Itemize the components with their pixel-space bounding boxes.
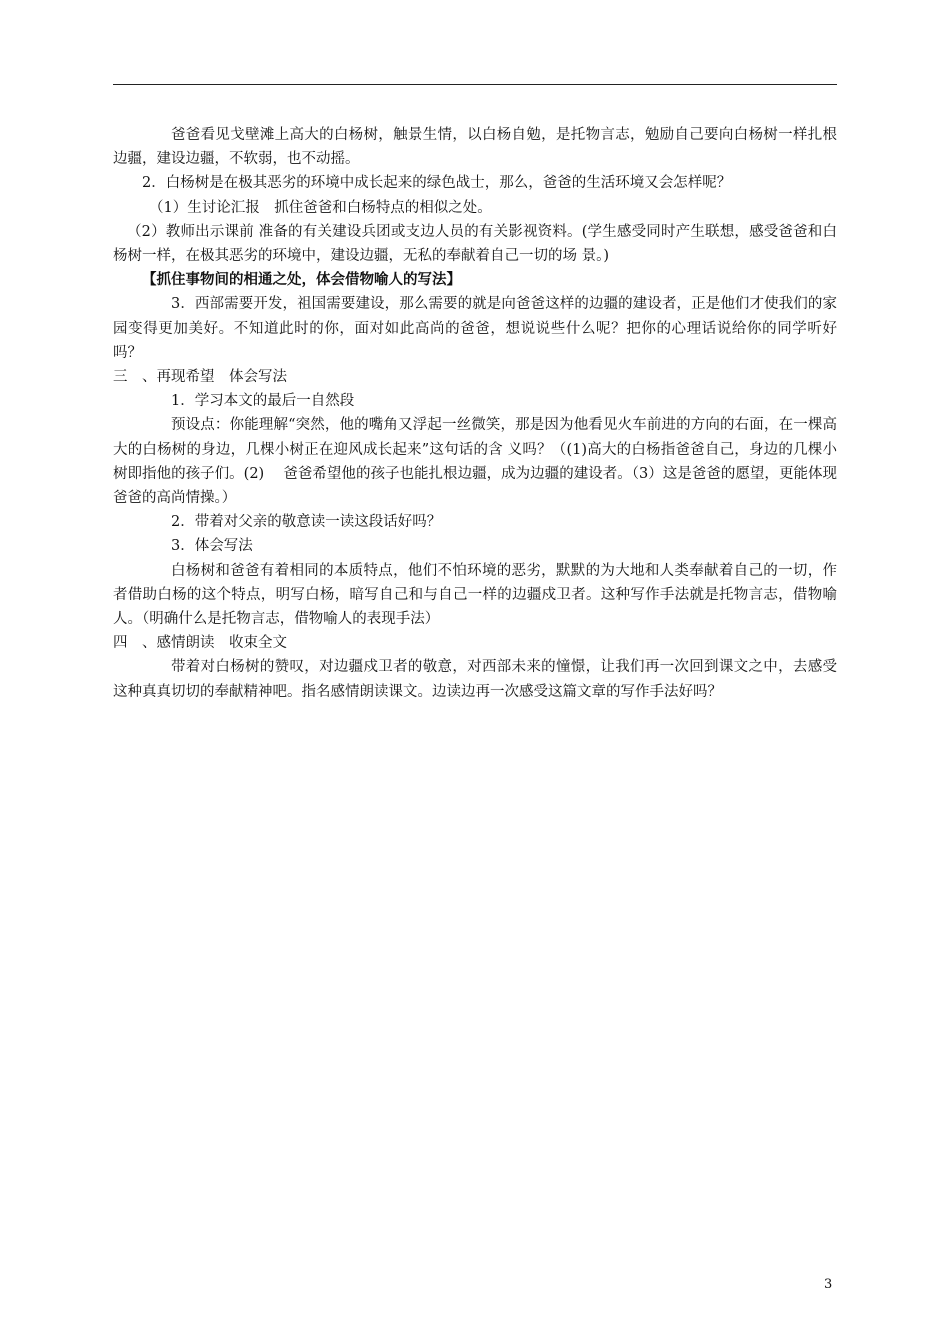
paragraph-2: 2．白杨树是在极其恶劣的环境中成长起来的绿色战士，那么，爸爸的生活环境又会怎样呢？ bbox=[142, 175, 732, 192]
paragraph-14: 带着对白杨树的赞叹，对边疆戍卫者的敬意，对西部未来的憧憬，让我们再一次回到课文之中，去感受这种真真切切的奉献精神吧。指名感情朗读课文。边读边再一次感受这篇文章的写作手法好吗？ bbox=[113, 659, 837, 700]
section-heading-3: 三 、再现希望 体会写法 bbox=[113, 369, 287, 386]
header-rule bbox=[113, 84, 837, 85]
paragraph-9: 预设点：你能理解“突然，他的嘴角又浮起一丝微笑，那是因为他看见火车前进的方向的右面，在一棵高大的白杨树的身边，几棵小树正在迎风成长起来”这句话的含 义吗？（(1)高大的白杨指爸爸自己，身边的几棵小树即指他的孩子们。(2) 爸爸希望他的孩子也能扎根边疆，成为边疆的建设者。（3）这是爸爸的愿望，更能体现爸爸的高尚情操。） bbox=[113, 417, 837, 507]
page-number: 3 bbox=[824, 1277, 833, 1292]
paragraph-11: 3．体会写法 bbox=[171, 538, 253, 555]
paragraph-12: 白杨树和爸爸有着相同的本质特点，他们不怕环境的恶劣，默默的为大地和人类奉献着自己的一切，作者借助白杨的这个特点，明写白杨，暗写自己和与自己一样的边疆戍卫者。这种写作手法就是托物言志，借物喻人。（明确什么是托物言志，借物喻人的表现手法） bbox=[113, 562, 837, 628]
paragraph-10: 2．带着对父亲的敬意读一读这段话好吗？ bbox=[171, 514, 442, 531]
section-heading-4: 四 、感情朗读 收束全文 bbox=[113, 635, 287, 652]
paragraph-3: （1）生讨论汇报 抓住爸爸和白杨特点的相似之处。 bbox=[149, 199, 492, 216]
paragraph-4: （2）教师出示课前 准备的有关建设兵团或支边人员的有关影视资料。(学生感受同时产生联想，感受爸爸和白杨树一样，在极其恶劣的环境中，建设边疆，无私的奉献着自己一切的场 景。) bbox=[113, 223, 837, 265]
paragraph-6: 3．西部需要开发，祖国需要建设，那么需要的就是向爸爸这样的边疆的建设者，正是他们才使我们的家园变得更加美好。不知道此时的你，面对如此高尚的爸爸，想说说些什么呢？把你的心理话说给你的同学听好吗？ bbox=[113, 296, 837, 361]
paragraph-1: 爸爸看见戈壁滩上高大的白杨树，触景生情，以白杨自勉，是托物言志，勉励自己要向白杨树一样扎根边疆，建设边疆，不软弱，也不动摇。 bbox=[113, 127, 837, 168]
document-body bbox=[113, 123, 837, 704]
paragraph-8: 1．学习本文的最后一自然段 bbox=[171, 393, 355, 410]
paragraph-5-emphasis: 【抓住事物间的相通之处，体会借物喻人的写法】 bbox=[142, 271, 461, 289]
